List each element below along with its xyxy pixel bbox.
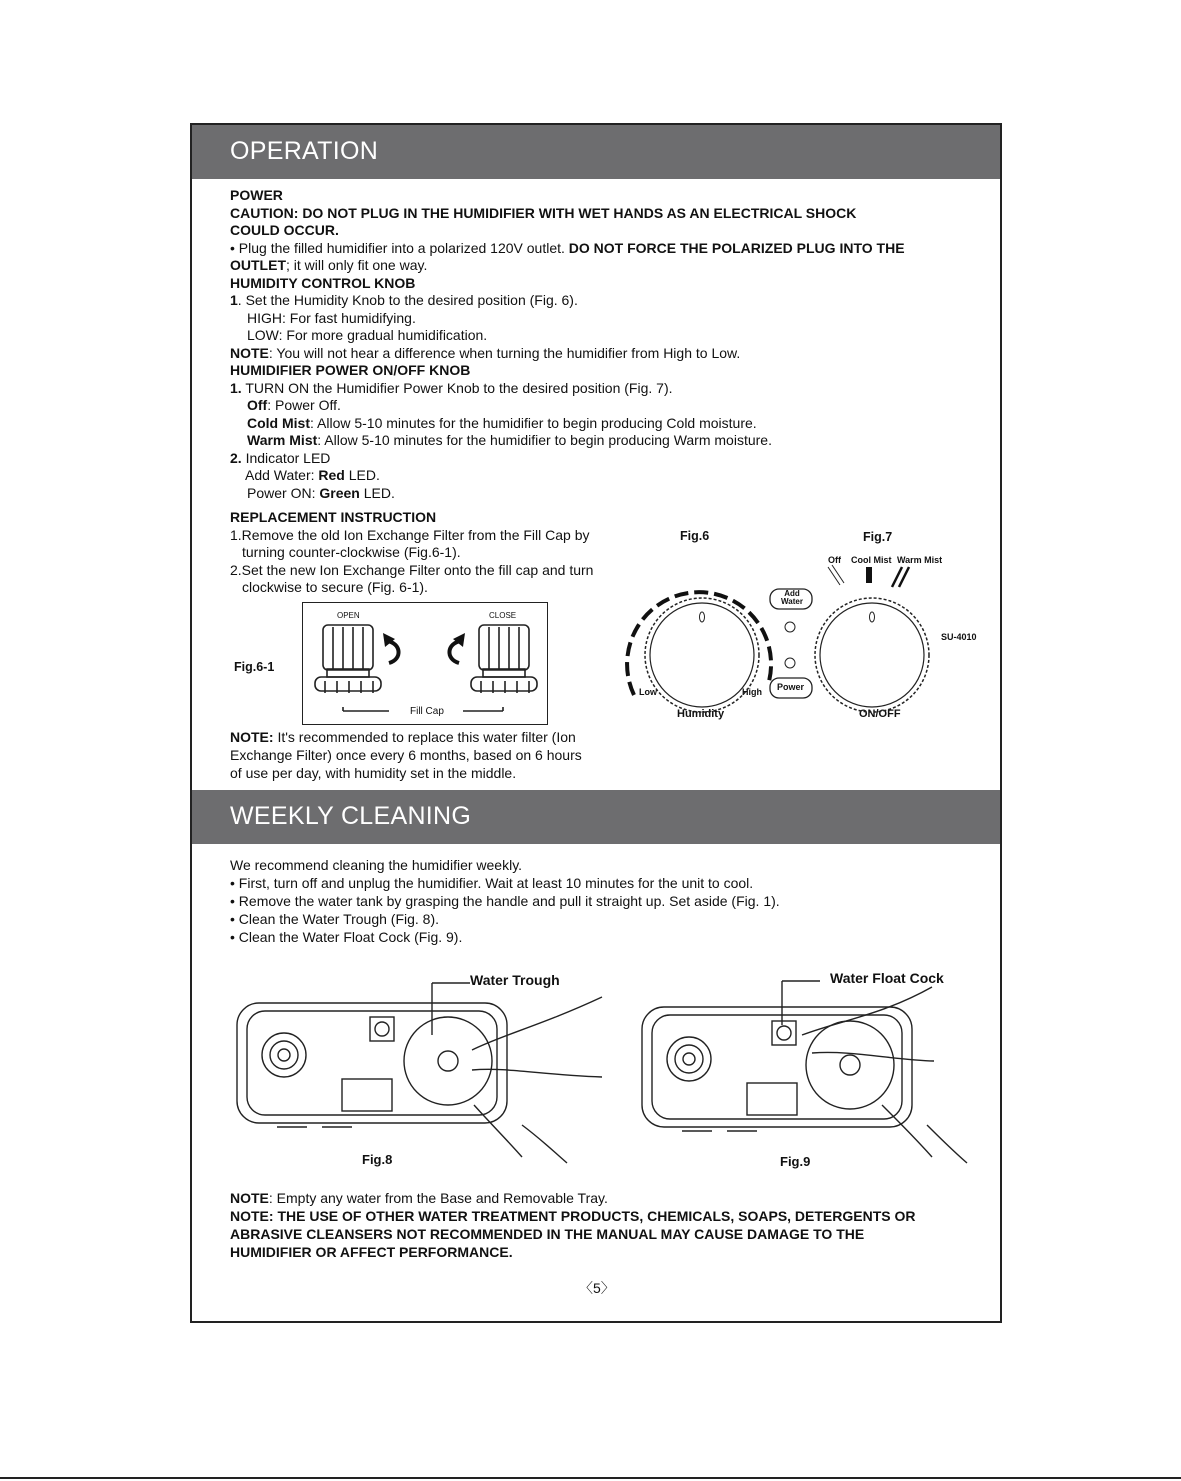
water-float-cock-label: Water Float Cock <box>830 970 944 986</box>
warm-text: : Allow 5-10 minutes for the humidifier to begin producing Warm moisture. <box>317 432 772 448</box>
add-water-btn-line1: Add <box>784 589 800 598</box>
fig-6-1-box <box>302 602 548 725</box>
control-panel-illustration <box>620 545 1000 725</box>
add-water-text: Add Water: <box>245 467 319 483</box>
plug-text-c: OUTLET <box>230 257 286 273</box>
cleaning-intro: We recommend cleaning the humidifier weekly. <box>230 857 523 873</box>
rep-1a: 1.Remove the old Ion Exchange Filter from the Fill Cap by <box>230 527 590 543</box>
hum-step-text: . Set the Humidity Knob to the desired position (Fig. 6). <box>237 292 578 308</box>
note-1-label: NOTE <box>230 345 269 361</box>
power-knob-step-1 <box>230 380 673 398</box>
fig-8-label: Fig.8 <box>362 1152 393 1167</box>
plug-text-d: ; it will only fit one way. <box>286 257 428 273</box>
note-2-label: NOTE: <box>230 729 274 745</box>
pk2-text: Indicator LED <box>241 450 331 466</box>
plug-instruction <box>230 240 905 258</box>
low-label: Low <box>639 687 657 697</box>
add-water-line <box>245 467 380 485</box>
note-4-line-3: HUMIDIFIER OR AFFECT PERFORMANCE. <box>230 1244 513 1260</box>
note-3 <box>230 1190 608 1208</box>
replacement-heading: REPLACEMENT INSTRUCTION <box>230 509 437 525</box>
cleaning-bullet-2: • Remove the water tank by grasping the handle and pull it straight up. Set aside (Fig. 1). <box>230 893 780 909</box>
close-label: CLOSE <box>489 611 517 620</box>
off-text: : Power Off. <box>267 397 341 413</box>
plug-instruction-2 <box>230 257 427 275</box>
warm-line <box>247 432 772 450</box>
humidity-knob-label: Humidity <box>677 708 725 720</box>
hum-high: HIGH: For fast humidifying. <box>247 310 416 326</box>
hum-step-num: 1 <box>230 292 238 308</box>
cleaning-bullet-4: • Clean the Water Float Cock (Fig. 9). <box>230 929 463 945</box>
knob-warm-label: Warm Mist <box>897 555 943 565</box>
add-water-btn-line2: Water <box>781 597 803 606</box>
cold-line <box>247 415 757 433</box>
pk-step-num: 1. <box>230 380 242 396</box>
red-led-suffix: LED. <box>344 467 380 483</box>
pk2-num: 2. <box>230 450 242 466</box>
cold-label: Cold Mist <box>247 415 310 431</box>
red-label: Red <box>318 467 345 483</box>
green-led-suffix: LED. <box>359 485 395 501</box>
power-knob-heading: HUMIDIFIER POWER ON/OFF KNOB <box>230 362 471 378</box>
note-2-line-2: Exchange Filter) once every 6 months, based on 6 hours <box>230 747 582 763</box>
cleaning-header-band <box>192 790 1000 844</box>
note-4-line-2: ABRASIVE CLEANSERS NOT RECOMMENDED IN THE MANUAL MAY CAUSE DAMAGE TO THE <box>230 1226 865 1242</box>
model-label: SU-4010 <box>941 632 977 642</box>
add-water-button <box>779 590 805 606</box>
cleaning-illustration <box>222 975 1012 1165</box>
pk-step-text: TURN ON the Humidifier Power Knob to the desired position (Fig. 7). <box>241 380 673 396</box>
power-knob-step-2 <box>230 450 330 468</box>
fig-9-label: Fig.9 <box>780 1154 811 1169</box>
fig-7-label: Fig.7 <box>863 530 893 544</box>
bottom-rule <box>0 1477 1181 1479</box>
off-label: Off <box>247 397 268 413</box>
water-trough-label: Water Trough <box>470 972 560 988</box>
fill-cap-label: Fill Cap <box>410 706 444 717</box>
operation-title: OPERATION <box>230 137 379 165</box>
hum-low: LOW: For more gradual humidification. <box>247 327 488 343</box>
high-label: High <box>742 687 762 697</box>
rep-1b: turning counter-clockwise (Fig.6-1). <box>242 544 461 560</box>
page-frame <box>190 123 1002 1323</box>
caution-line-2: COULD OCCUR. <box>230 222 339 238</box>
power-heading: POWER <box>230 187 283 203</box>
power-on-text: Power ON: <box>247 485 320 501</box>
note-3-text: : Empty any water from the Base and Removable Tray. <box>268 1190 608 1206</box>
note-4-line-1: NOTE: THE USE OF OTHER WATER TREATMENT PRODUCTS, CHEMICALS, SOAPS, DETERGENTS OR <box>230 1208 916 1224</box>
onoff-knob-label: ON/OFF <box>859 708 901 720</box>
note-2-line-1 <box>230 729 576 747</box>
off-line <box>247 397 341 415</box>
note-1-text: : You will not hear a difference when turning the humidifier from High to Low. <box>268 345 741 361</box>
fig-6-label: Fig.6 <box>680 529 710 543</box>
open-label: OPEN <box>337 611 360 620</box>
note-3-label: NOTE <box>230 1190 269 1206</box>
operation-header-band <box>192 125 1000 179</box>
note-1 <box>230 345 740 363</box>
cleaning-bullet-3: • Clean the Water Trough (Fig. 8). <box>230 911 440 927</box>
rep-2a: 2.Set the new Ion Exchange Filter onto the fill cap and turn <box>230 562 594 578</box>
fig-6-1-label: Fig.6-1 <box>234 660 275 674</box>
warm-label: Warm Mist <box>247 432 318 448</box>
power-button: Power <box>777 682 805 692</box>
power-on-line <box>247 485 395 503</box>
cleaning-bullet-1: • First, turn off and unplug the humidifier. Wait at least 10 minutes for the unit to cool. <box>230 875 754 891</box>
caution-line-1: CAUTION: DO NOT PLUG IN THE HUMIDIFIER WITH WET HANDS AS AN ELECTRICAL SHOCK <box>230 205 857 221</box>
note-2-line-3: of use per day, with humidity set in the middle. <box>230 765 517 781</box>
knob-off-label: Off <box>828 555 841 565</box>
plug-text-a: • Plug the filled humidifier into a polarized 120V outlet. <box>230 240 569 256</box>
knob-cool-label: Cool Mist <box>851 555 892 565</box>
note-2-a: It's recommended to replace this water filter (Ion <box>273 729 576 745</box>
green-label: Green <box>319 485 360 501</box>
plug-text-b: DO NOT FORCE THE POLARIZED PLUG INTO THE <box>568 240 905 256</box>
rep-2b: clockwise to secure (Fig. 6-1). <box>242 579 428 595</box>
cold-text: : Allow 5-10 minutes for the humidifier to begin producing Cold moisture. <box>310 415 757 431</box>
humidity-heading: HUMIDITY CONTROL KNOB <box>230 275 416 291</box>
filter-illustration <box>303 603 547 724</box>
page-number: 〈5〉 <box>579 1280 615 1296</box>
cleaning-title: WEEKLY CLEANING <box>230 802 472 830</box>
humidity-step-1 <box>230 292 578 310</box>
